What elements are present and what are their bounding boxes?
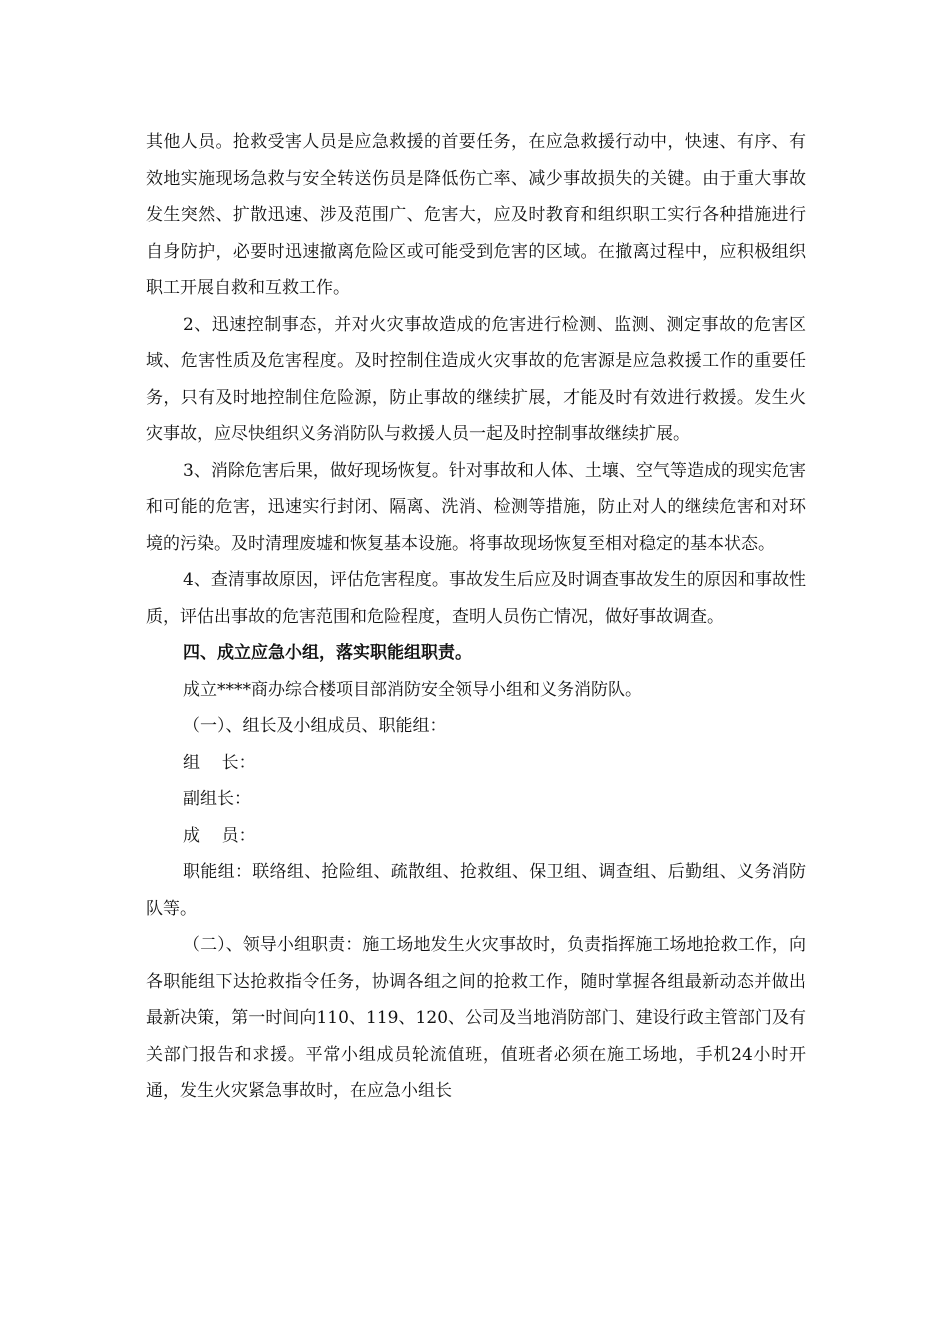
members-line: 成 员：: [183, 825, 256, 846]
deputy-leader-line: 副组长：: [183, 789, 251, 809]
paragraph-control-situation: 2、迅速控制事态，并对火灾事故造成的危害进行检测、监测、测定事故的危害区域、危害性质及危害程度。及时控制住造成火灾事故的危害源是应急救援工作的重要任务，只有及时地控制住危险源，防止事故的继续扩展，才能及时有效进行救援。发生火灾事故，应尽快组织义务消防队与救援人员一起及时控制事故继续扩展。: [146, 314, 806, 444]
subsection-one-title: （一）、组长及小组成员、职能组：: [183, 716, 447, 736]
paragraph-investigate-cause: 4、查清事故原因，评估危害程度。事故发生后应及时调查事故发生的原因和事故性质，评估出事故的危害范围和危险程度，查明人员伤亡情况，做好事故调查。: [146, 570, 806, 627]
establish-line: 成立****商办综合楼项目部消防安全领导小组和义务消防队。: [183, 679, 642, 700]
document-body: [146, 124, 806, 1110]
leader-line: 组 长：: [183, 752, 256, 773]
paragraph-eliminate-hazard: 3、消除危害后果，做好现场恢复。针对事故和人体、土壤、空气等造成的现实危害和可能的危害，迅速实行封闭、隔离、洗消、检测等措施，防止对人的继续危害和对环境的污染。及时清理废墟和恢复基本设施。将事故现场恢复至相对稳定的基本状态。: [146, 460, 806, 554]
paragraph-rescue: 其他人员。抢救受害人员是应急救援的首要任务，在应急救援行动中，快速、有序、有效地实施现场急救与安全转送伤员是降低伤亡率、减少事故损失的关键。由于重大事故发生突然、扩散迅速、涉及范围广、危害大，应及时教育和组织职工实行各种措施进行自身防护，必要时迅速撤离危险区或可能受到危害的区域。在撤离过程中，应积极组织职工开展自救和互救工作。: [146, 132, 806, 298]
subsection-two-paragraph: （二）、领导小组职责：施工场地发生火灾事故时，负责指挥施工场地抢救工作，向各职能组下达抢救指令任务，协调各组之间的抢救工作，随时掌握各组最新动态并做出最新决策，第一时间向110、119、120、公司及当地消防部门、建设行政主管部门及有关部门报告和求援。平常小组成员轮流值班，值班者必须在施工场地，手机24小时开通，发生火灾紧急事故时，在应急小组长: [146, 935, 806, 1101]
section-heading-four: 四、成立应急小组，落实职能组职责。: [183, 643, 472, 663]
functional-groups-line: 职能组：联络组、抢险组、疏散组、抢救组、保卫组、调查组、后勤组、义务消防队等。: [146, 862, 806, 919]
